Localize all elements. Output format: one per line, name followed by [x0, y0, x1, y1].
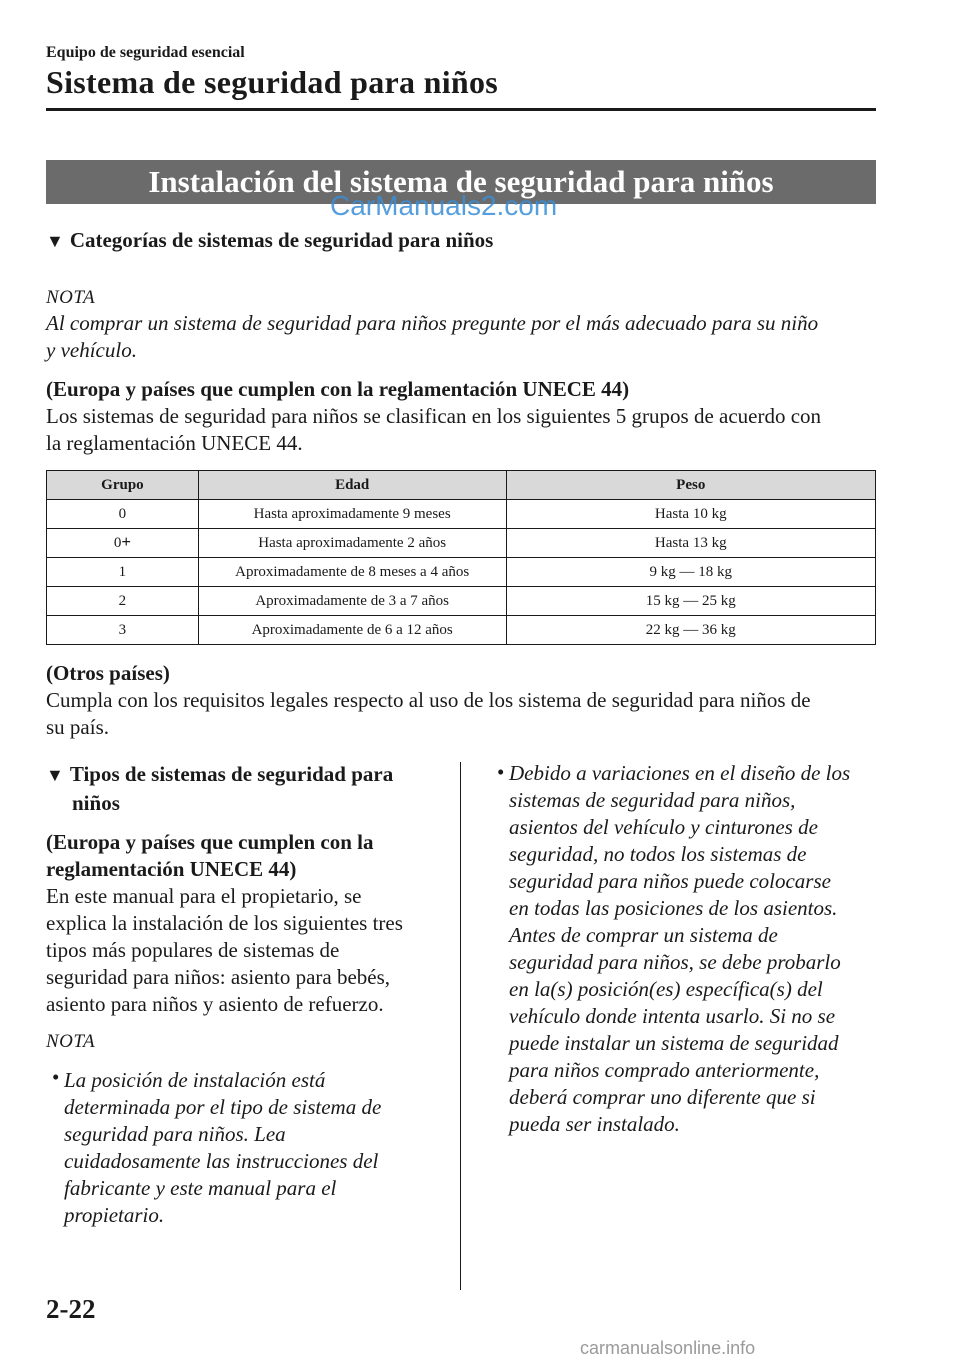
region-eu-label: (Europa y países que cumplen con la reglamentación UNECE 44): [46, 377, 630, 401]
paragraph-line: su país.: [46, 715, 109, 739]
table-row: [47, 500, 876, 529]
nota-label: NOTA: [46, 287, 96, 308]
paragraph-line: seguridad para niños: asiento para bebés,: [46, 965, 391, 989]
types-heading-text: Tipos de sistemas de seguridad para: [69, 762, 394, 786]
region-other-label: (Otros países): [46, 661, 170, 685]
cell-edad: Aproximadamente de 3 a 7 años: [198, 587, 506, 616]
table-row: [47, 616, 876, 645]
bullet-line: La posición de instalación está: [64, 1068, 326, 1092]
bullet-line: sistemas de seguridad para niños,: [509, 788, 796, 812]
bullet-line: en todas las posiciones de los asientos.: [509, 896, 838, 920]
bullet-line: propietario.: [64, 1203, 165, 1227]
table-row: [47, 558, 876, 587]
bullet-text: [509, 760, 889, 1138]
triangle-down-icon: ▼: [46, 231, 64, 251]
groups-table: [46, 470, 876, 645]
types-heading: [46, 760, 446, 817]
paragraph-line: explica la instalación de los siguientes tres: [46, 911, 403, 935]
section-banner: Instalación del sistema de seguridad para niños: [46, 160, 876, 204]
cell-edad: Hasta aproximadamente 9 meses: [198, 500, 506, 529]
types-heading-line: niños: [72, 791, 120, 815]
region-line: (Europa y países que cumplen con la: [46, 830, 374, 854]
paragraph-line: tipos más populares de sistemas de: [46, 938, 340, 962]
groups-paragraph: [46, 403, 886, 457]
section-kicker: Equipo de seguridad esencial: [46, 44, 245, 61]
cell-grupo: [47, 529, 199, 558]
cell-peso: Hasta 13 kg: [506, 529, 875, 558]
bullet-line: puede instalar un sistema de seguridad: [509, 1031, 839, 1055]
nota-text: [46, 310, 886, 364]
plus-icon: +: [121, 531, 131, 551]
cell-grupo: 2: [47, 587, 199, 616]
types-heading-line: [46, 760, 446, 789]
nota-line: y vehículo.: [46, 338, 137, 362]
header-grupo: Grupo: [47, 471, 199, 500]
triangle-down-icon: ▼: [46, 765, 64, 785]
cell-peso: 9 kg — 18 kg: [506, 558, 875, 587]
paragraph-line: Los sistemas de seguridad para niños se clasifican en los siguientes 5 grupos de acuerdo con: [46, 404, 822, 428]
cell-edad: Hasta aproximadamente 2 años: [198, 529, 506, 558]
bullet-line: asientos del vehículo y cinturones de: [509, 815, 818, 839]
page-title: Sistema de seguridad para niños: [46, 64, 499, 100]
region-line: reglamentación UNECE 44): [46, 857, 297, 881]
cell-edad: Aproximadamente de 8 meses a 4 años: [198, 558, 506, 587]
bullet-line: deberá comprar uno diferente que si: [509, 1085, 816, 1109]
bullet-line: seguridad para niños puede colocarse: [509, 869, 831, 893]
watermark-bottom: carmanualsonline.info: [580, 1338, 756, 1358]
table-row: [47, 587, 876, 616]
bullet-line: seguridad para niños, se debe probarlo: [509, 950, 841, 974]
categories-heading-text: Categorías de sistemas de seguridad para niños: [69, 228, 494, 252]
nota-line: Al comprar un sistema de seguridad para niños pregunte por el más adecuado para su niño: [46, 311, 819, 335]
cell-edad: Aproximadamente de 6 a 12 años: [198, 616, 506, 645]
bullet-line: Antes de comprar un sistema de: [509, 923, 778, 947]
column-divider: [460, 762, 461, 1290]
nota-label: NOTA: [46, 1031, 96, 1052]
paragraph-line: En este manual para el propietario, se: [46, 884, 362, 908]
bullet-line: en la(s) posición(es) específica(s) del: [509, 977, 823, 1001]
cell-grupo: 3: [47, 616, 199, 645]
page-number: 2-22: [46, 1294, 96, 1324]
bullet-line: vehículo donde intenta usarlo. Si no se: [509, 1004, 836, 1028]
table-header-row: [47, 471, 876, 500]
cell-grupo: 0: [47, 500, 199, 529]
header-edad: Edad: [198, 471, 506, 500]
bullet-line: seguridad para niños. Lea: [64, 1122, 286, 1146]
other-paragraph: [46, 687, 886, 741]
bullet-line: Debido a variaciones en el diseño de los: [509, 761, 851, 785]
bullet-line: determinada por el tipo de sistema de: [64, 1095, 382, 1119]
cell-peso: Hasta 10 kg: [506, 500, 875, 529]
cell-grupo: 1: [47, 558, 199, 587]
bullet-line: para niños comprado anteriormente,: [509, 1058, 820, 1082]
cell-peso: 22 kg — 36 kg: [506, 616, 875, 645]
paragraph-line: asiento para niños y asiento de refuerzo.: [46, 992, 384, 1016]
bullet-text: [64, 1067, 434, 1229]
header-peso: Peso: [506, 471, 875, 500]
cell-peso: 15 kg — 25 kg: [506, 587, 875, 616]
types-region-eu-label: [46, 829, 446, 883]
paragraph-line: la reglamentación UNECE 44.: [46, 431, 303, 455]
bullet-line: cuidadosamente las instrucciones del: [64, 1149, 379, 1173]
bullet-line: pueda ser instalado.: [509, 1112, 680, 1136]
cell-grupo-value: 0: [113, 534, 122, 551]
bullet-line: seguridad, no todos los sistemas de: [509, 842, 807, 866]
heading-rule: [46, 108, 876, 111]
watermark-top: CarManuals2.com: [330, 190, 558, 221]
table-row: [47, 529, 876, 558]
paragraph-line: Cumpla con los requisitos legales respecto al uso de los sistema de seguridad para niños de: [46, 688, 811, 712]
types-paragraph: [46, 883, 446, 1018]
categories-heading: [46, 228, 493, 253]
bullet-icon: •: [52, 1065, 60, 1089]
bullet-icon: •: [497, 760, 505, 784]
bullet-line: fabricante y este manual para el: [64, 1176, 337, 1200]
